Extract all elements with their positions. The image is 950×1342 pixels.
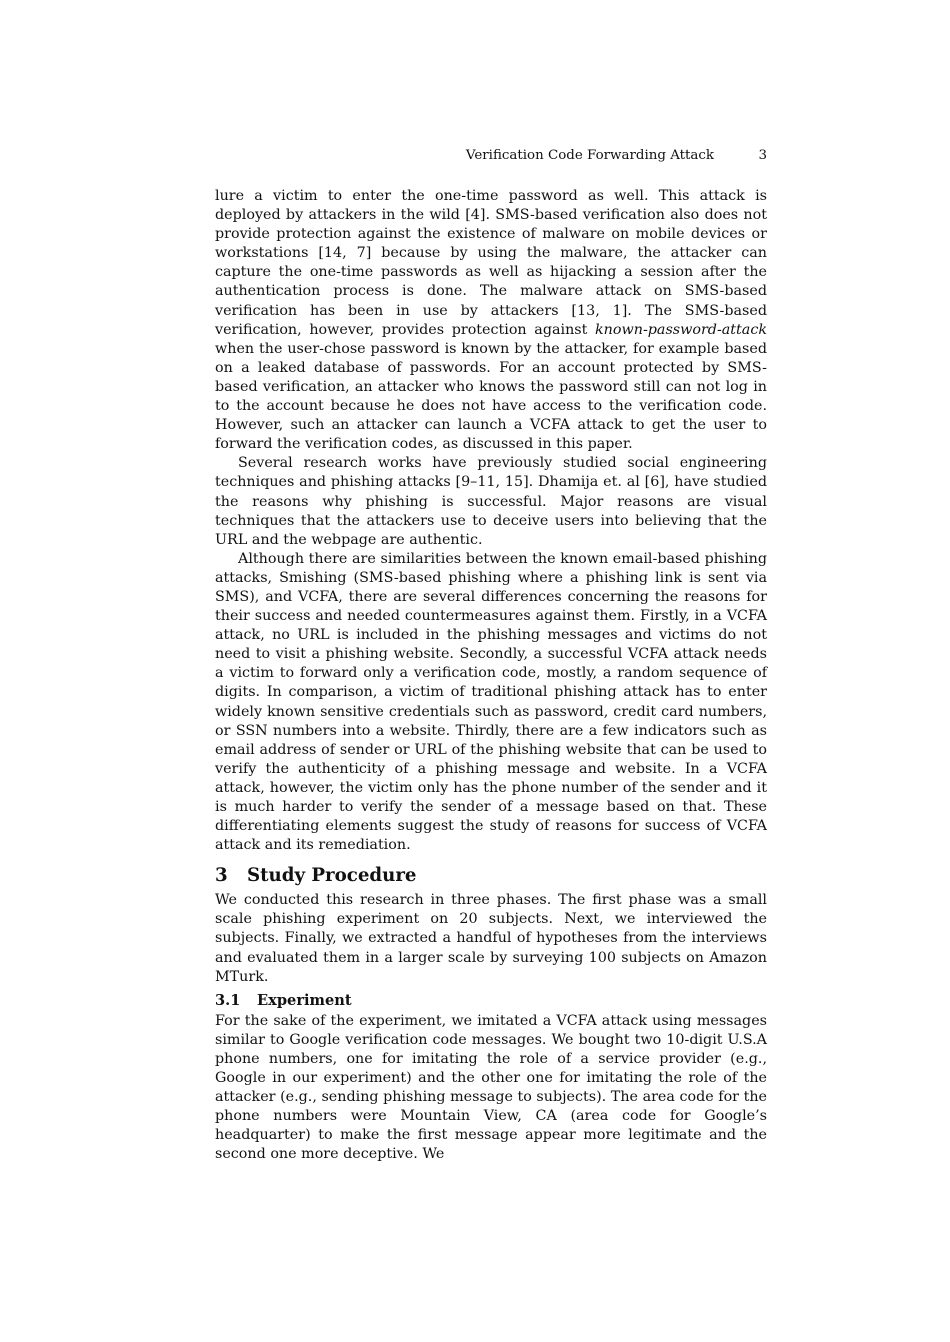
subsection-number: 3.1 bbox=[215, 991, 241, 1009]
subsection-title: Experiment bbox=[257, 991, 352, 1009]
paragraph-1 bbox=[215, 187, 767, 454]
body-text bbox=[215, 187, 767, 1165]
page-number: 3 bbox=[758, 148, 767, 163]
emphasis-known-password-attack: known-password-attack bbox=[595, 321, 767, 338]
running-head bbox=[215, 147, 767, 165]
paragraph-3: Although there are similarities between the known email-based phishing attacks, Smishing (SMS-based phishing where a phishing link is sent via SMS), and VCFA, there are several differences concerning the reasons for their success and needed countermeasures against them. Firstly, in a VCFA attack, no URL is included in the phishing messages and victims do not need to visit a phishing website. Secondly, a successful VCFA attack needs a victim to forward only a verification code, mostly, a random sequence of digits. In comparison, a victim of traditional phishing attack has to enter widely known sensitive credentials such as password, credit card numbers, or SSN numbers into a website. Thirdly, there are a few indicators such as email address of sender or URL of the phishing website that can be used to verify the authenticity of a phishing message and website. In a VCFA attack, however, the victim only has the phone number of the sender and it is much harder to verify the sender of a message based on that. These differentiating elements suggest the study of reasons for success of VCFA attack and its remediation. bbox=[215, 550, 767, 854]
section-number: 3 bbox=[215, 865, 228, 887]
section-title: Study Procedure bbox=[247, 865, 417, 887]
subsection-3-1-paragraph: For the sake of the experiment, we imitated a VCFA attack using messages similar to Google verification code messages. We bought two 10-digit U.S.A phone numbers, one for imitating the role of a service provider (e.g., Google in our experiment) and the other one for imitating the role of the attacker (e.g., sending phishing message to subjects). The area code for the phone numbers were Mountain View, CA (area code for Google’s headquarter) to make the first message appear more legitimate and the second one more deceptive. We bbox=[215, 1012, 767, 1163]
section-3-paragraph: We conducted this research in three phases. The first phase was a small scale phishing experiment on 20 subjects. Next, we interviewed the subjects. Finally, we extracted a handful of hypotheses from the interviews and evaluated them in a larger scale by surveying 100 subjects on Amazon MTurk. bbox=[215, 892, 767, 985]
paragraph-1-part-b: when the user-chose password is known by the attacker, for example based on a leaked database of passwords. For an account protected by SMS-based verification, an attacker who knows the password still can not log in to the account because he does not have access to the verification code. However, such an attacker can launch a VCFA attack to get the user to forward the verification codes, as discussed in this paper. bbox=[215, 340, 767, 453]
section-heading-3 bbox=[215, 864, 767, 888]
subsection-heading-3-1 bbox=[215, 991, 767, 1011]
paragraph-2: Several research works have previously studied social engineering techniques and phishing attacks [9–11, 15]. Dhamija et. al [6], have studied the reasons why phishing is successful. Major reasons are visual techniques that the attackers use to deceive users into believing that the URL and the webpage are authentic. bbox=[215, 455, 767, 548]
running-title: Verification Code Forwarding Attack bbox=[465, 148, 714, 163]
paragraph-1-part-a: lure a victim to enter the one-time password as well. This attack is deployed by attackers in the wild [4]. SMS-based verification also does not provide protection against the existence of malware on mobile devices or workstations [14, 7] because by using the malware, the attacker can capture the one-time passwords as well as hijacking a session after the authentication process is done. The malware attack on SMS-based verification has been in use by attackers [13, 1]. The SMS-based verification, however, provides protection against bbox=[215, 188, 767, 338]
